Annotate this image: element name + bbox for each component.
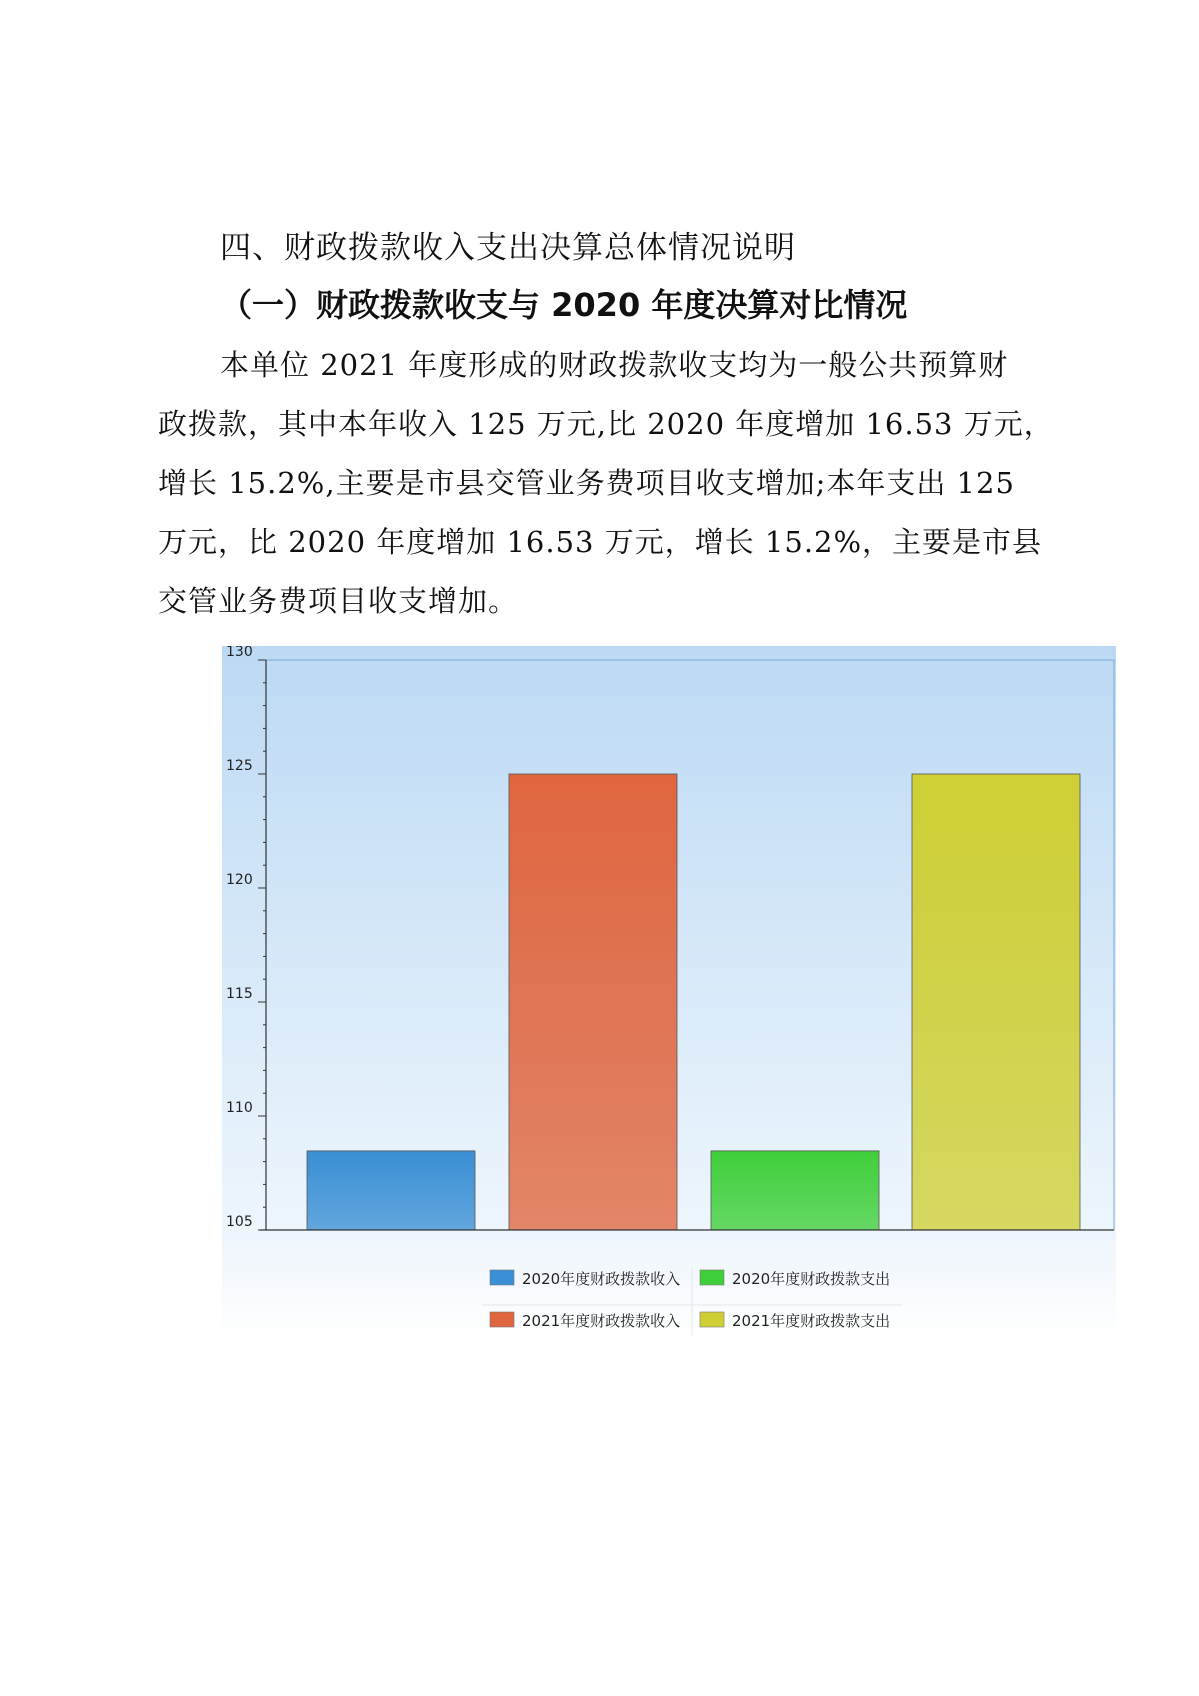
y-tick-label: 110 xyxy=(226,1100,253,1116)
y-tick-label: 120 xyxy=(226,872,253,888)
legend-label: 2020年度财政拨款收入 xyxy=(522,1270,681,1288)
paragraph-line: 万元，比 2020 年度增加 16.53 万元，增长 15.2%，主要是市县 xyxy=(158,525,1043,559)
legend-label: 2021年度财政拨款收入 xyxy=(522,1312,681,1330)
bar-2 xyxy=(711,1151,879,1230)
bar-chart xyxy=(222,646,1116,1340)
y-tick-label: 115 xyxy=(226,986,253,1002)
legend-swatch xyxy=(490,1270,514,1285)
subsection-heading: （一）财政拨款收支与 2020 年度决算对比情况 xyxy=(220,286,908,324)
paragraph-line: 增长 15.2%,主要是市县交管业务费项目收支增加;本年支出 125 xyxy=(158,466,1015,500)
legend-swatch xyxy=(490,1312,514,1327)
legend-label: 2020年度财政拨款支出 xyxy=(732,1270,891,1288)
body-paragraph xyxy=(158,336,1058,631)
paragraph-line: 政拨款，其中本年收入 125 万元,比 2020 年度增加 16.53 万元， xyxy=(158,407,1054,441)
legend-label: 2021年度财政拨款支出 xyxy=(732,1312,891,1330)
legend-swatch xyxy=(700,1312,724,1327)
y-tick-label: 125 xyxy=(226,758,253,774)
bar-0 xyxy=(307,1151,475,1230)
chart-svg xyxy=(222,646,1116,1340)
paragraph-line: 交管业务费项目收支增加。 xyxy=(158,584,519,618)
y-tick-label: 105 xyxy=(226,1214,253,1230)
bar-1 xyxy=(509,774,677,1230)
bar-3 xyxy=(912,774,1080,1230)
y-tick-label: 130 xyxy=(226,646,253,660)
paragraph-line: 本单位 2021 年度形成的财政拨款收支均为一般公共预算财 xyxy=(220,348,1009,382)
legend-swatch xyxy=(700,1270,724,1285)
section-heading: 四、财政拨款收入支出决算总体情况说明 xyxy=(220,230,796,266)
